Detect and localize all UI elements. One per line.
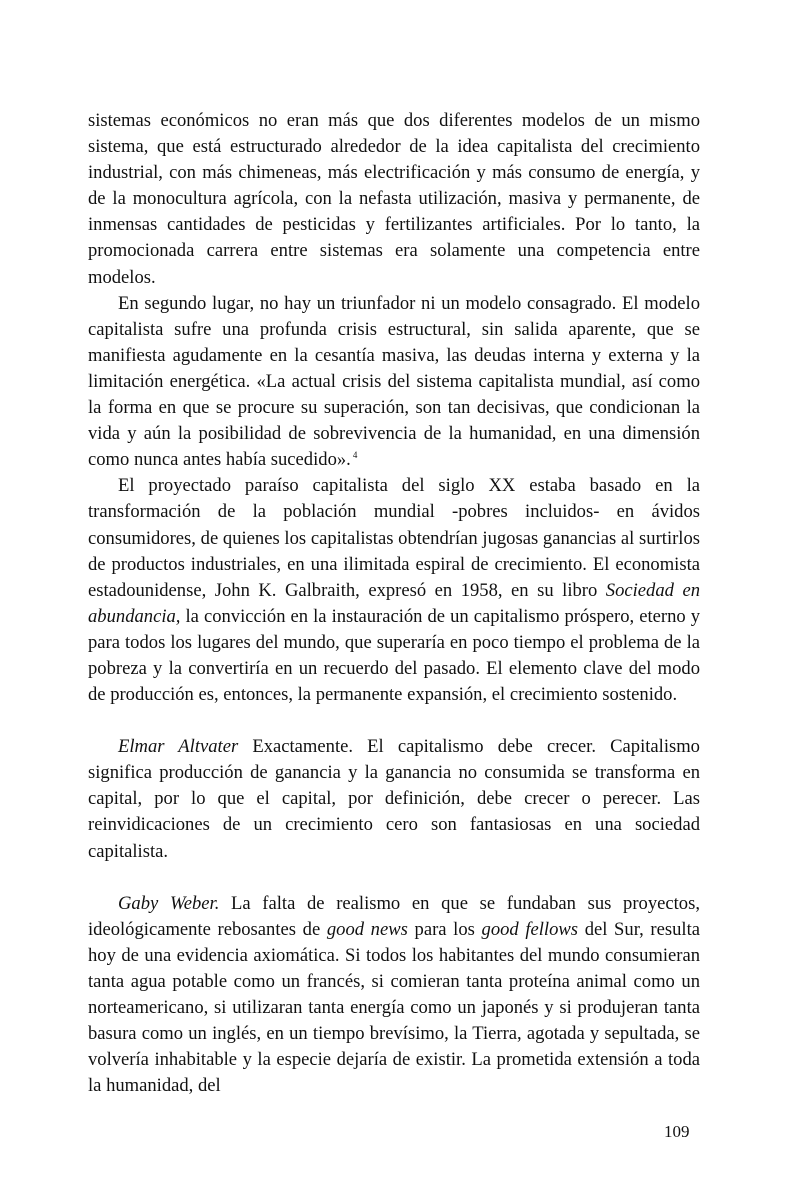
paragraph: [88, 734, 700, 864]
text-run: En segundo lugar, no hay un triunfador ni un modelo consagrado. El modelo capitalista sufre una profunda crisis estructural, sin salida aparente, que se manifiesta agudamente en la cesantía masiva, las deudas interna y externa y la limitación energética. «La actual crisis del sistema capitalista mundial, así como la forma en que se procure su superación, son tan decisivas, que condicionan la vida y aún la posibilidad de sobrevivencia de la humanidad, en una dimensión como nunca antes había sucedido».: [88, 292, 700, 471]
italic-text: good fellows: [481, 918, 579, 940]
paragraph: [88, 291, 700, 474]
paragraph: [88, 108, 700, 291]
text-run: El proyectado paraíso capitalista del siglo XX estaba basado en la transformación de la población mundial -pobres incluidos- en ávidos consumidores, de quienes los capitalistas obtendrían jugosas ganancias al surtirlos de productos industriales, en una ilimitada espiral de crecimiento. El economista estadounidense, John K. Galbraith, expresó en 1958, en su libro: [88, 475, 700, 601]
page-number: 109: [664, 1122, 690, 1141]
paragraph-gap: [88, 708, 700, 734]
italic-text: Gaby Weber.: [118, 892, 220, 914]
text-run: la convicción en la instauración de un capitalismo próspero, eterno y para todos los lugares del mundo, que superaría en poco tiempo el problema de la pobreza y la convertiría en un recuerdo del pasado. El elemento clave del modo de producción es, entonces, la permanente expansión, el crecimiento sostenido.: [88, 605, 700, 706]
paragraph-gap: [88, 865, 700, 891]
text-run: La falta de realismo en que se fundaban sus proyectos, ideológicamente rebosantes de: [88, 892, 700, 940]
paragraph: [88, 473, 700, 708]
footnote-marker: 4: [352, 450, 358, 461]
italic-text: good news: [326, 918, 408, 940]
text-run: del Sur, resulta hoy de una evidencia axiomática. Si todos los habitantes del mundo consumieran tanta agua potable como un francés, si comieran tanta proteína animal como un norteamericano, si utilizaran tanta energía como un japonés y si produjeran tanta basura como un inglés, en un tiempo brevísimo, la Tierra, agotada y sepultada, se volvería inhabitable y la especie dejaría de existir. La prometida extensión a toda la humanidad, del: [88, 918, 700, 1097]
italic-text: Sociedad en abundancia,: [88, 579, 700, 627]
text-run: sistemas económicos no eran más que dos diferentes modelos de un mismo sistema, que está estructurado alrededor de la idea capitalista del crecimiento industrial, con más chimeneas, más electrificación y más consumo de energía, y de la monocultura agrícola, con la nefasta utilización, masiva y permanente, de inmensas cantidades de pesticidas y fertilizantes artificiales. Por lo tanto, la promocionada carrera entre sistemas era solamente una competencia entre modelos.: [88, 110, 700, 288]
text-run: para los: [407, 918, 482, 940]
body-text: [88, 108, 700, 1099]
paragraph: [88, 891, 700, 1100]
text-run: Exactamente. El capitalismo debe crecer. Capitalismo significa producción de ganancia y la ganancia no consumida se transforma en capital, por lo que el capital, por definición, debe crecer o perecer. Las reinvidicaciones de un crecimiento cero son fantasiosas en una sociedad capitalista.: [88, 736, 700, 862]
italic-text: Elmar Altvater: [118, 736, 239, 758]
